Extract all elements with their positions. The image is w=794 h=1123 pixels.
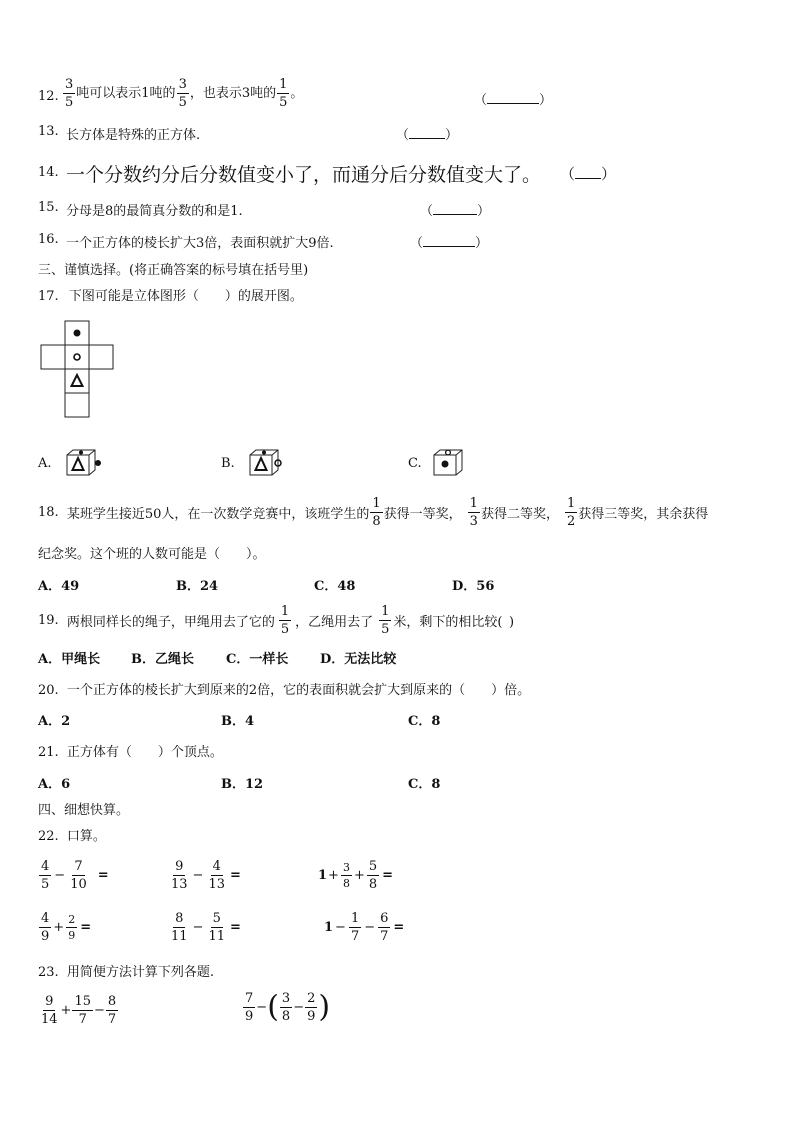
option-b[interactable]: B．乙绳长 [131,652,194,667]
question-21 [38,741,223,760]
question-text: 长方体是特殊的正方体. [66,128,201,143]
question-text: 分母是8的最简真分数的和是1. [66,204,243,219]
option-b[interactable]: B. [221,456,235,471]
question-text: 一个正方体的棱长扩大到原来的2倍，它的表面积就会扩大到原来的（ ）倍。 [66,683,531,698]
question-number: 16. [38,232,59,247]
option-a[interactable]: A．49 [38,579,80,594]
calc-expression: $\frac{4}{5}$ − $\frac{7}{10}$ = [41,859,109,892]
option-a[interactable]: A．6 [38,777,71,792]
filled-dot-icon [74,330,81,337]
answer-blank[interactable]: （ ） [560,165,617,183]
calc-expression: $\frac{9}{14}$ + $\frac{15}{7}$ − $\frac{8}{7}$ [41,994,117,1027]
answer-blank[interactable]: （ ） [396,128,459,143]
cube-net-figure [38,318,118,420]
option-c[interactable]: C. [408,456,422,471]
question-number: 17. [38,289,59,304]
fraction: $\frac{1}{5}$ [381,604,390,637]
question-text: 某班学生接近50人，在一次数学竞赛中，该班学生的 [66,507,370,522]
question-19: 19. 两根同样长的绳子，甲绳用去了它的 $\frac{1}{5}$ ，乙绳用去了 $\frac{1}{5}$ 米，剩下的相比较( ) [38,604,515,637]
filled-dot-icon [95,460,101,466]
calc-expression: $\frac{8}{11}$ − $\frac{5}{11}$ = [171,911,241,944]
triangle-icon [256,458,267,470]
question-18: 18. 某班学生接近50人，在一次数学竞赛中，该班学生的 $\frac{1}{8}$ 获得一等奖， $\frac{1}{3}$ 获得二等奖， $\frac{1}{2}$ 获得三等奖，其余获得 [38,496,709,529]
filled-dot-icon [79,451,83,455]
cube-option-b-figure [247,447,287,477]
net-face [65,369,89,393]
option-a[interactable]: A. [38,456,52,471]
question-text: 两根同样长的绳子，甲绳用去了它的 [66,615,275,630]
question-text: 正方体有（ ）个顶点。 [66,745,223,760]
cube-option-a-figure [64,447,104,477]
question-number: 21. [38,745,59,760]
option-a[interactable]: A．甲绳长 [38,652,101,667]
option-b[interactable]: B．12 [221,777,264,792]
cube-option-c-figure [431,447,471,477]
fraction: $\frac{1}{2}$ [566,496,576,529]
answer-blank[interactable]: （ ） [474,93,553,108]
question-text: 吨可以表示1吨的 [76,86,176,101]
question-22 [38,825,106,844]
question-number: 15. [38,200,59,215]
triangle-icon [73,458,84,470]
question-text: 用简便方法计算下列各题. [66,965,214,980]
question-number: 20. [38,683,59,698]
calc-expression: 1 − $\frac{1}{7}$ − $\frac{6}{7}$ = [324,911,405,944]
filled-dot-icon [442,461,449,468]
answer-blank[interactable]: （ ） [420,204,491,219]
question-17 [38,285,303,304]
fraction: $\frac{1}{5}$ [279,77,288,110]
option-c[interactable]: C．8 [408,777,441,792]
question-text: 口算。 [66,829,106,844]
question-number: 22. [38,829,59,844]
answer-blank[interactable]: （ ） [410,236,489,251]
hollow-circle-icon [74,354,80,360]
option-c[interactable]: C．48 [314,579,356,594]
option-d[interactable]: D．无法比较 [320,652,397,667]
net-face [89,345,113,369]
filled-dot-icon [262,451,266,455]
question-text: 下图可能是立体图形（ ）的展开图。 [68,289,303,304]
option-d[interactable]: D．56 [452,579,495,594]
option-a[interactable]: A．2 [38,714,71,729]
question-number: 12. [38,89,59,104]
question-text: 一个分数约分后分数值变小了，而通分后分数值变大了。 [66,164,542,186]
question-23 [38,961,214,980]
triangle-icon [72,375,83,386]
question-number: 23. [38,965,59,980]
fraction: $\frac{1}{5}$ [280,604,290,637]
hollow-circle-icon [446,450,451,455]
option-b[interactable]: B．24 [176,579,219,594]
calc-expression: $\frac{7}{9}$ −( $\frac{3}{8}$ − $\frac{2}{9}$ ) [245,989,331,1025]
calc-expression: $\frac{9}{13}$ − $\frac{4}{13}$ = [171,859,241,892]
question-number: 19. [38,613,59,628]
net-face [65,393,89,417]
fraction: $\frac{1}{3}$ [469,496,478,529]
fraction: $\frac{3}{5}$ [65,77,74,110]
question-20 [38,679,530,698]
question-number: 13. [38,124,59,139]
section-heading: 三、谨慎选择。(将正确答案的标号填在括号里) [38,263,309,278]
question-18-line2: 纪念奖。这个班的人数可能是（ ）。 [38,547,266,562]
section-heading: 四、细想快算。 [38,803,130,818]
option-c[interactable]: C．8 [408,714,441,729]
calc-expression: $\frac{4}{9}$ + $\frac{2}{9}$ = [41,911,92,944]
calc-expression: 1+ $\frac{3}{8}$ + $\frac{5}{8}$ = [318,859,394,892]
net-face [41,345,65,369]
option-c[interactable]: C．一样长 [226,652,289,667]
question-number: 14. [38,165,59,180]
question-text: 一个正方体的棱长扩大3倍，表面积就扩大9倍. [66,236,334,251]
net-face [65,345,89,369]
option-b[interactable]: B．4 [221,714,255,729]
fraction: $\frac{1}{8}$ [372,496,381,529]
question-number: 18. [38,505,59,520]
fraction: $\frac{3}{5}$ [178,77,187,110]
